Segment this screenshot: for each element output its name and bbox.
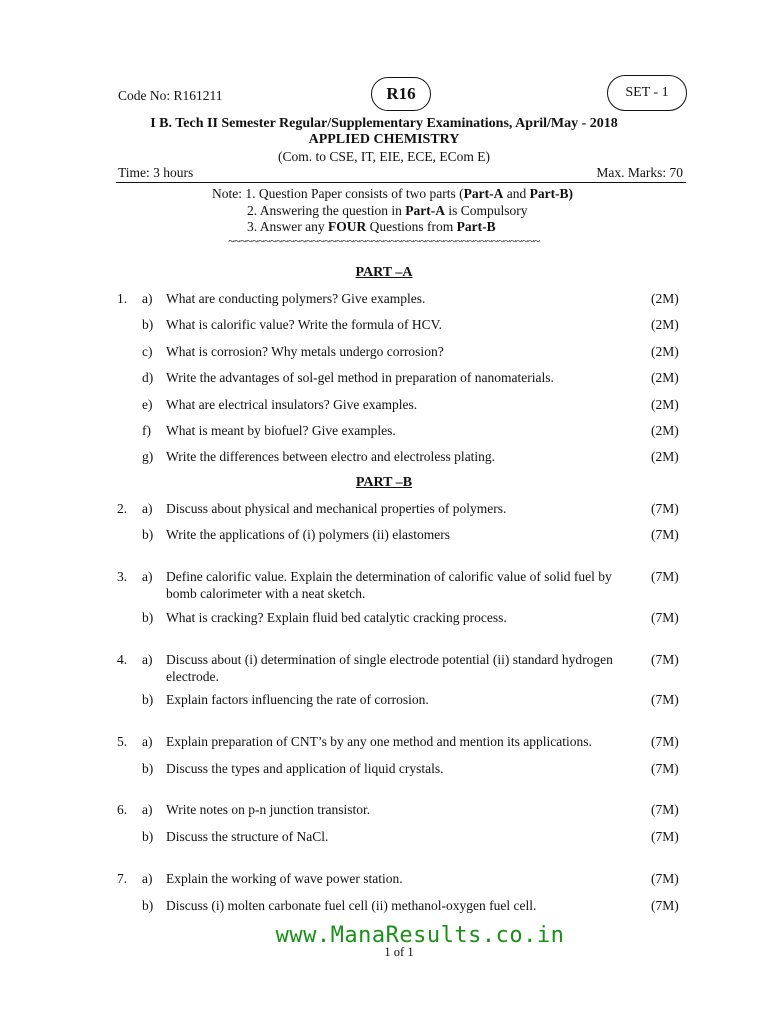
question-marks: (2M) xyxy=(651,397,679,412)
regulation-label: R16 xyxy=(386,84,416,103)
question-marks: (2M) xyxy=(651,370,679,385)
question-text: Define calorific value. Explain the determination of calorific value of solid fuel by bomb calorimeter with a neat sketch. xyxy=(166,569,612,601)
question-text: Explain preparation of CNT’s by any one method and mention its applications. xyxy=(166,734,592,749)
question-marks: (2M) xyxy=(651,423,679,438)
max-marks: Max. Marks: 70 xyxy=(596,165,683,180)
question-sub-label: b) xyxy=(142,692,154,707)
set-badge xyxy=(607,75,687,111)
page-number: 1 of 1 xyxy=(384,945,414,959)
question-sub-label: b) xyxy=(142,761,154,776)
note-3-part-b: Part-B xyxy=(456,219,496,234)
question-sub-label: g) xyxy=(142,449,154,464)
question-sub-label: b) xyxy=(142,317,154,332)
question-text: Discuss about physical and mechanical properties of polymers. xyxy=(166,501,507,516)
note-3-mid: Questions from xyxy=(366,219,457,234)
question-marks: (2M) xyxy=(651,291,679,306)
question-text: What is meant by biofuel? Give examples. xyxy=(166,423,396,438)
question-number: 7. xyxy=(117,871,128,886)
question-sub-label: c) xyxy=(142,344,153,359)
question-marks: (7M) xyxy=(651,610,679,625)
code-number: Code No: R161211 xyxy=(118,88,223,103)
question-marks: (7M) xyxy=(651,501,679,516)
subject-title: APPLIED CHEMISTRY xyxy=(308,132,460,147)
question-sub-label: a) xyxy=(142,734,153,749)
note-1-mid: and xyxy=(503,186,530,201)
question-number: 4. xyxy=(117,652,128,667)
question-sub-label: f) xyxy=(142,423,151,438)
question-text: Write the advantages of sol-gel method in preparation of nanomaterials. xyxy=(166,370,554,385)
question-sub-label: a) xyxy=(142,291,153,306)
question-text: Explain the working of wave power station. xyxy=(166,871,403,886)
part-b-heading: PART –B xyxy=(355,475,413,490)
note-1-part-a: Part-A xyxy=(463,186,504,201)
question-text: Write notes on p-n junction transistor. xyxy=(166,802,371,817)
note-3-prefix: 3. Answer any xyxy=(247,219,328,234)
tilde-separator: ~~~~~~~~~~~~~~~~~~~~~~~~~~~~~~~~~~~~~~~~~~~~~~~~~~~~ xyxy=(228,234,540,248)
question-marks: (2M) xyxy=(651,449,679,464)
question-sub-label: d) xyxy=(142,370,154,385)
question-text: What is cracking? Explain fluid bed catalytic cracking process. xyxy=(166,610,507,625)
question-sub-label: a) xyxy=(142,802,153,817)
question-text: Discuss (i) molten carbonate fuel cell (ii) methanol-oxygen fuel cell. xyxy=(166,898,537,913)
question-sub-label: a) xyxy=(142,569,153,584)
question-marks: (7M) xyxy=(651,898,679,913)
question-text: Write the applications of (i) polymers (ii) elastomers xyxy=(166,527,450,542)
question-number: 6. xyxy=(117,802,128,817)
branches-line: (Com. to CSE, IT, EIE, ECE, ECom E) xyxy=(278,149,490,164)
question-text: Explain factors influencing the rate of corrosion. xyxy=(166,692,429,707)
note-2-prefix: 2. Answering the question in xyxy=(247,203,406,218)
question-marks: (7M) xyxy=(651,692,679,707)
question-sub-label: a) xyxy=(142,652,153,667)
question-sub-label: a) xyxy=(142,501,153,516)
note-1-prefix: Note: 1. Question Paper consists of two parts ( xyxy=(212,186,464,201)
question-marks: (7M) xyxy=(651,761,679,776)
question-marks: (2M) xyxy=(651,344,679,359)
question-marks: (7M) xyxy=(651,802,679,817)
question-number: 2. xyxy=(117,501,128,516)
question-marks: (7M) xyxy=(651,527,679,542)
question-sub-label: a) xyxy=(142,871,153,886)
question-text: What are conducting polymers? Give examples. xyxy=(166,291,426,306)
question-marks: (7M) xyxy=(651,569,679,584)
question-sub-label: b) xyxy=(142,610,154,625)
question-sub-label: e) xyxy=(142,397,153,412)
time-allowed: Time: 3 hours xyxy=(118,165,194,180)
question-sub-label: b) xyxy=(142,829,154,844)
question-text: Discuss about (i) determination of single electrode potential (ii) standard hydrogen electrode. xyxy=(166,652,613,684)
note-1-part-b: Part-B) xyxy=(529,186,574,201)
question-sub-label: b) xyxy=(142,898,154,913)
note-line-1 xyxy=(212,186,573,202)
header-divider xyxy=(116,182,686,183)
note-2-part-a: Part-A xyxy=(405,203,445,218)
regulation-badge xyxy=(371,77,431,111)
question-marks: (7M) xyxy=(651,734,679,749)
question-marks: (7M) xyxy=(651,652,679,667)
question-text: Write the differences between electro and electroless plating. xyxy=(166,449,496,464)
set-label: SET - 1 xyxy=(625,85,669,100)
question-marks: (7M) xyxy=(651,829,679,844)
question-number: 3. xyxy=(117,569,128,584)
question-text: Discuss the structure of NaCl. xyxy=(166,829,329,844)
note-line-2 xyxy=(247,203,528,219)
question-text: What is corrosion? Why metals undergo corrosion? xyxy=(166,344,444,359)
part-a-heading: PART –A xyxy=(355,265,413,280)
note-3-four: FOUR xyxy=(328,219,367,234)
question-number: 1. xyxy=(117,291,128,306)
question-text: Discuss the types and application of liquid crystals. xyxy=(166,761,444,776)
question-number: 5. xyxy=(117,734,128,749)
question-marks: (7M) xyxy=(651,871,679,886)
question-sub-label: b) xyxy=(142,527,154,542)
question-marks: (2M) xyxy=(651,317,679,332)
note-line-3 xyxy=(247,219,496,235)
question-text: What are electrical insulators? Give examples. xyxy=(166,397,418,412)
watermark-link[interactable]: www.ManaResults.co.in xyxy=(275,923,565,948)
note-2-suffix: is Compulsory xyxy=(444,203,528,218)
question-text: What is calorific value? Write the formula of HCV. xyxy=(166,317,442,332)
exam-title: I B. Tech II Semester Regular/Supplementary Examinations, April/May - 2018 xyxy=(150,116,618,131)
